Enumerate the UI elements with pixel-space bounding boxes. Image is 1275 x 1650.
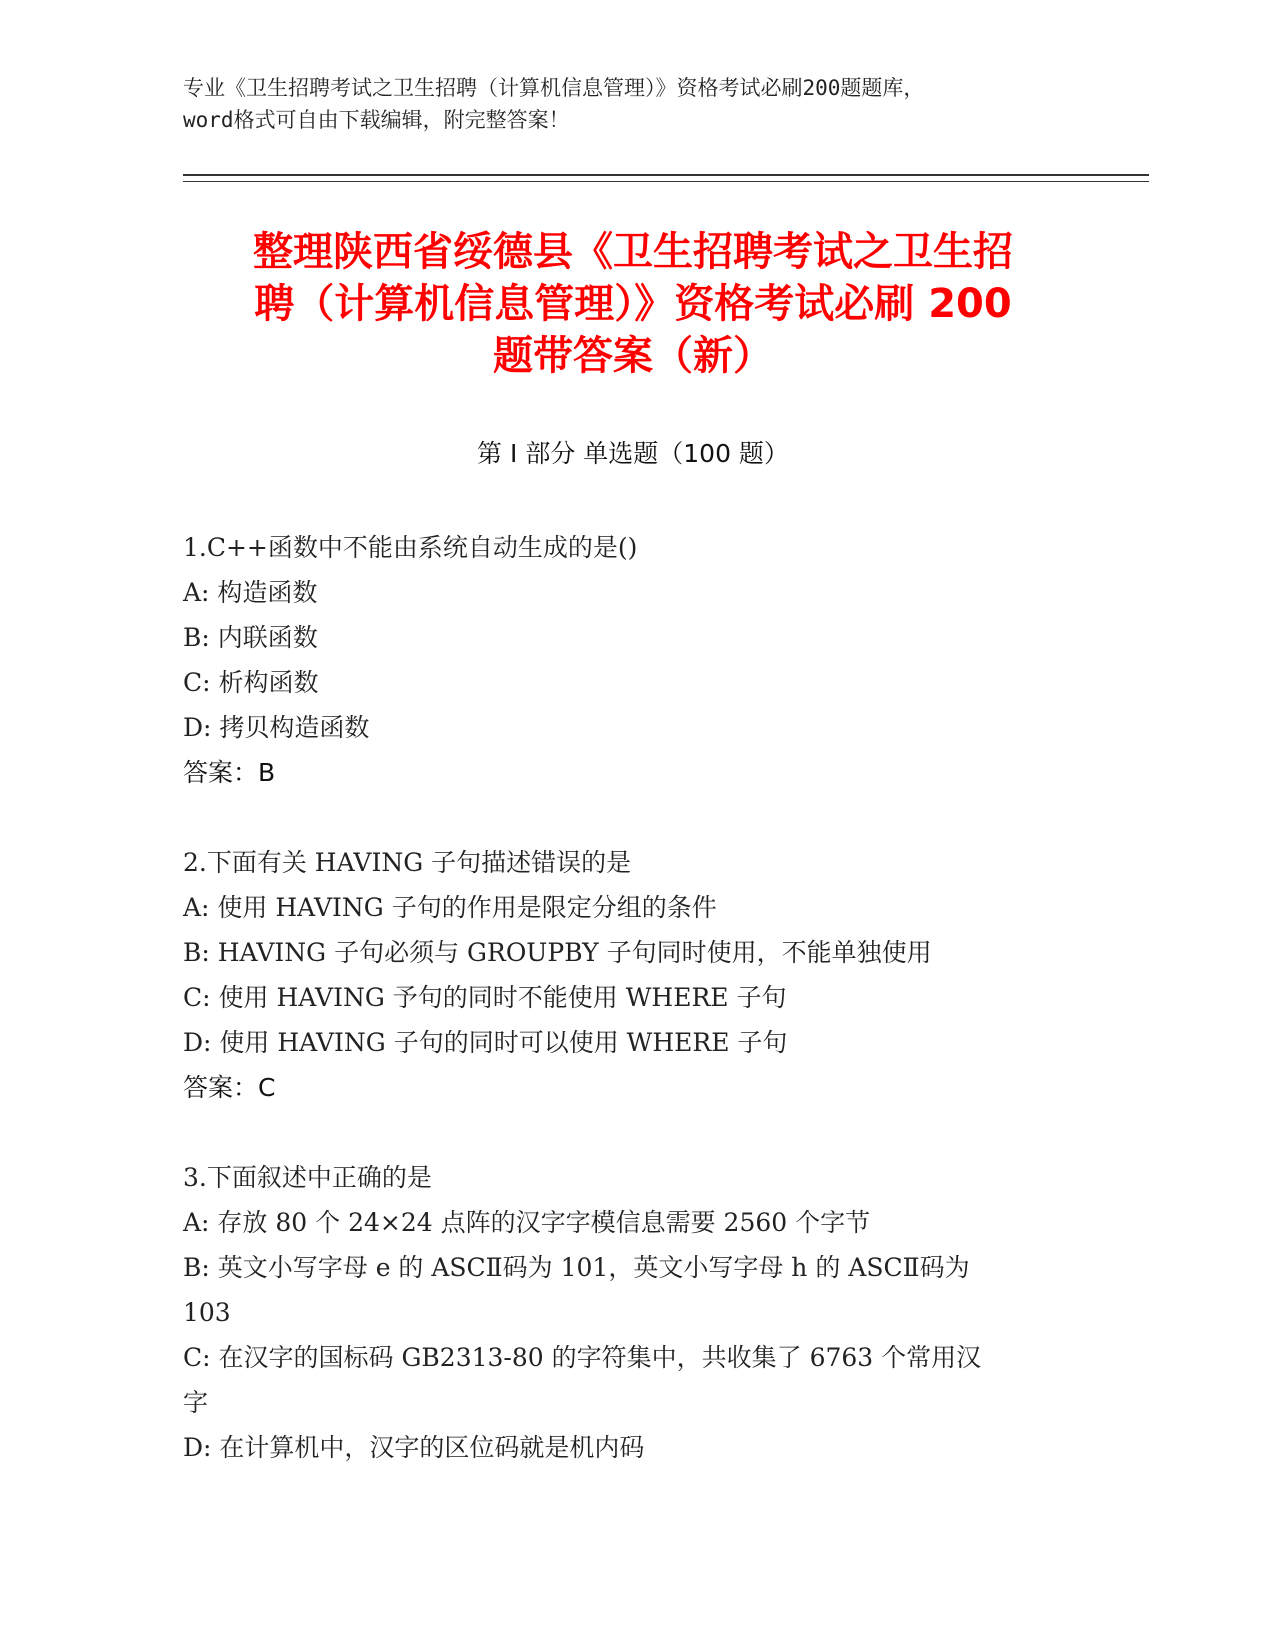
answer: 答案：B [183, 758, 276, 787]
document-title-line-2: 聘（计算机信息管理）》资格考试必刷 200 [254, 281, 1012, 327]
option-b: B: 内联函数 [183, 623, 318, 652]
option-b: B: 英文小写字母 e 的 ASCⅡ码为 101，英文小写字母 h 的 ASCⅡ码为 [183, 1253, 970, 1282]
option-c: C: 析构函数 [183, 668, 319, 697]
option-b: B: HAVING 子句必须与 GROUPBY 子句同时使用，不能单独使用 [183, 938, 932, 967]
document-title [183, 226, 1083, 382]
section-title: 第 I 部分 单选题（100 题） [477, 439, 789, 468]
option-c-continued: 字 [183, 1388, 209, 1417]
header-rule-thick [183, 174, 1149, 176]
option-c: C: 在汉字的国标码 GB2313-80 的字符集中，共收集了 6763 个常用汉 [183, 1343, 982, 1372]
option-b-continued: 103 [183, 1298, 231, 1327]
option-d: D: 在计算机中，汉字的区位码就是机内码 [183, 1433, 645, 1462]
header-note-line-1: 专业《卫生招聘考试之卫生招聘（计算机信息管理）》资格考试必刷200题题库， [183, 76, 925, 100]
option-c: C: 使用 HAVING 予句的同时不能使用 WHERE 子句 [183, 983, 787, 1012]
question-1 [183, 525, 1063, 795]
question-list [183, 525, 1063, 1515]
option-d: D: 拷贝构造函数 [183, 713, 370, 742]
document-title-line-3: 题带答案（新） [493, 333, 773, 379]
document-title-line-1: 整理陕西省绥德县《卫生招聘考试之卫生招 [253, 229, 1013, 275]
header-note [183, 72, 1093, 136]
option-a: A: 构造函数 [183, 578, 318, 607]
option-d: D: 使用 HAVING 子句的同时可以使用 WHERE 子句 [183, 1028, 788, 1057]
question-3 [183, 1155, 1063, 1470]
answer: 答案：C [183, 1073, 276, 1102]
option-a: A: 存放 80 个 24×24 点阵的汉字字模信息需要 2560 个字节 [183, 1208, 871, 1237]
question-stem: 1.C++函数中不能由系统自动生成的是() [183, 533, 638, 562]
question-2 [183, 840, 1063, 1110]
question-stem: 2.下面有关 HAVING 子句描述错误的是 [183, 848, 632, 877]
header-rule-thin [183, 181, 1149, 182]
question-stem: 3.下面叙述中正确的是 [183, 1163, 432, 1192]
header-note-line-2: word格式可自由下载编辑，附完整答案！ [183, 108, 570, 132]
option-a: A: 使用 HAVING 子句的作用是限定分组的条件 [183, 893, 717, 922]
